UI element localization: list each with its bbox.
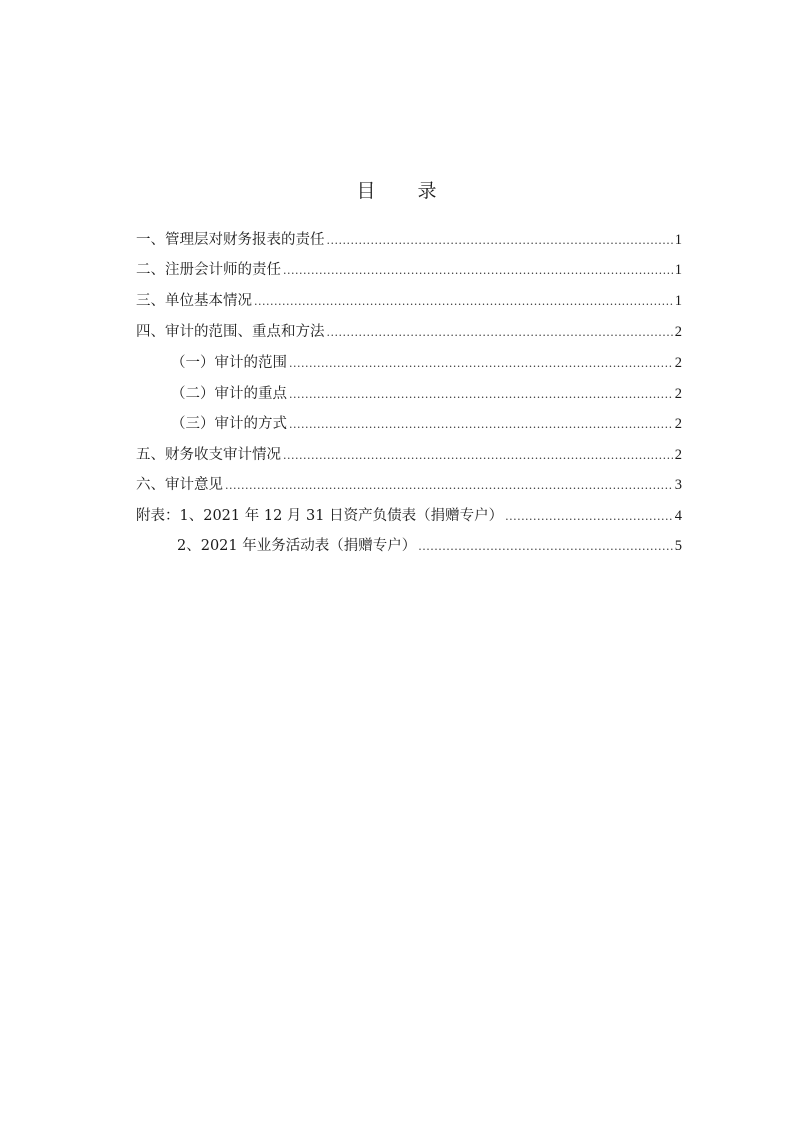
toc-entry-title: 审计意见 bbox=[165, 477, 223, 493]
toc-entry-title: （三）审计的方式 bbox=[171, 416, 287, 432]
toc-leader-dots bbox=[289, 413, 673, 437]
toc-leader-dots bbox=[418, 535, 673, 559]
toc-entry-2[interactable] bbox=[136, 258, 682, 282]
toc-entry-number: 三、 bbox=[136, 293, 165, 309]
toc-entry-title: 财务收支审计情况 bbox=[165, 447, 281, 463]
toc-entry-page: 1 bbox=[674, 293, 682, 309]
toc-entry-page: 2 bbox=[674, 447, 682, 463]
toc-entry-number: 四、 bbox=[136, 324, 165, 340]
toc-entry-title: 2、2021 年业务活动表（捐赠专户） bbox=[177, 538, 417, 554]
toc-entry-title: 附表：1、2021 年 12 月 31 日资产负债表（捐赠专户） bbox=[136, 508, 504, 524]
toc-entry-page: 2 bbox=[674, 355, 682, 371]
toc-entry-appendix-2[interactable] bbox=[177, 534, 682, 558]
toc-leader-dots bbox=[283, 259, 673, 283]
toc-leader-dots bbox=[327, 321, 673, 345]
toc-entry-title: 审计的范围、重点和方法 bbox=[165, 324, 325, 340]
toc-leader-dots bbox=[505, 505, 673, 529]
toc-entry-4[interactable] bbox=[136, 320, 682, 344]
toc-entry-page: 4 bbox=[674, 508, 682, 524]
toc-entry-6[interactable] bbox=[136, 473, 682, 497]
toc-leader-dots bbox=[283, 444, 673, 468]
toc-entry-page: 2 bbox=[674, 386, 682, 402]
toc-entry-page: 1 bbox=[674, 232, 682, 248]
toc-entry-title: 注册会计师的责任 bbox=[165, 262, 281, 278]
toc-entry-number: 二、 bbox=[136, 262, 165, 278]
toc-entry-3[interactable] bbox=[136, 289, 682, 313]
toc-leader-dots bbox=[327, 229, 673, 253]
toc-leader-dots bbox=[289, 352, 673, 376]
toc-entry-number: 五、 bbox=[136, 447, 165, 463]
page-title: 目 录 bbox=[356, 180, 455, 202]
toc-entry-1[interactable] bbox=[136, 228, 682, 252]
toc-leader-dots bbox=[289, 383, 673, 407]
toc-leader-dots bbox=[254, 290, 673, 314]
toc-leader-dots bbox=[225, 474, 673, 498]
toc-entry-appendix-1[interactable] bbox=[136, 504, 682, 528]
toc-entry-number: 六、 bbox=[136, 477, 165, 493]
toc-entry-page: 3 bbox=[674, 477, 682, 493]
toc-entry-4-1[interactable] bbox=[171, 351, 682, 375]
toc-entry-number: 一、 bbox=[136, 232, 165, 248]
toc-entry-4-2[interactable] bbox=[171, 382, 682, 406]
toc-entry-page: 1 bbox=[674, 262, 682, 278]
toc-entry-title: 管理层对财务报表的责任 bbox=[165, 232, 325, 248]
toc-entry-page: 2 bbox=[674, 416, 682, 432]
toc-entry-title: （一）审计的范围 bbox=[171, 355, 287, 371]
toc-entry-5[interactable] bbox=[136, 443, 682, 467]
toc-entry-title: 单位基本情况 bbox=[165, 293, 252, 309]
toc-entry-title: （二）审计的重点 bbox=[171, 386, 287, 402]
toc-entry-page: 2 bbox=[674, 324, 682, 340]
toc-entry-page: 5 bbox=[674, 538, 682, 554]
toc-entry-4-3[interactable] bbox=[171, 412, 682, 436]
